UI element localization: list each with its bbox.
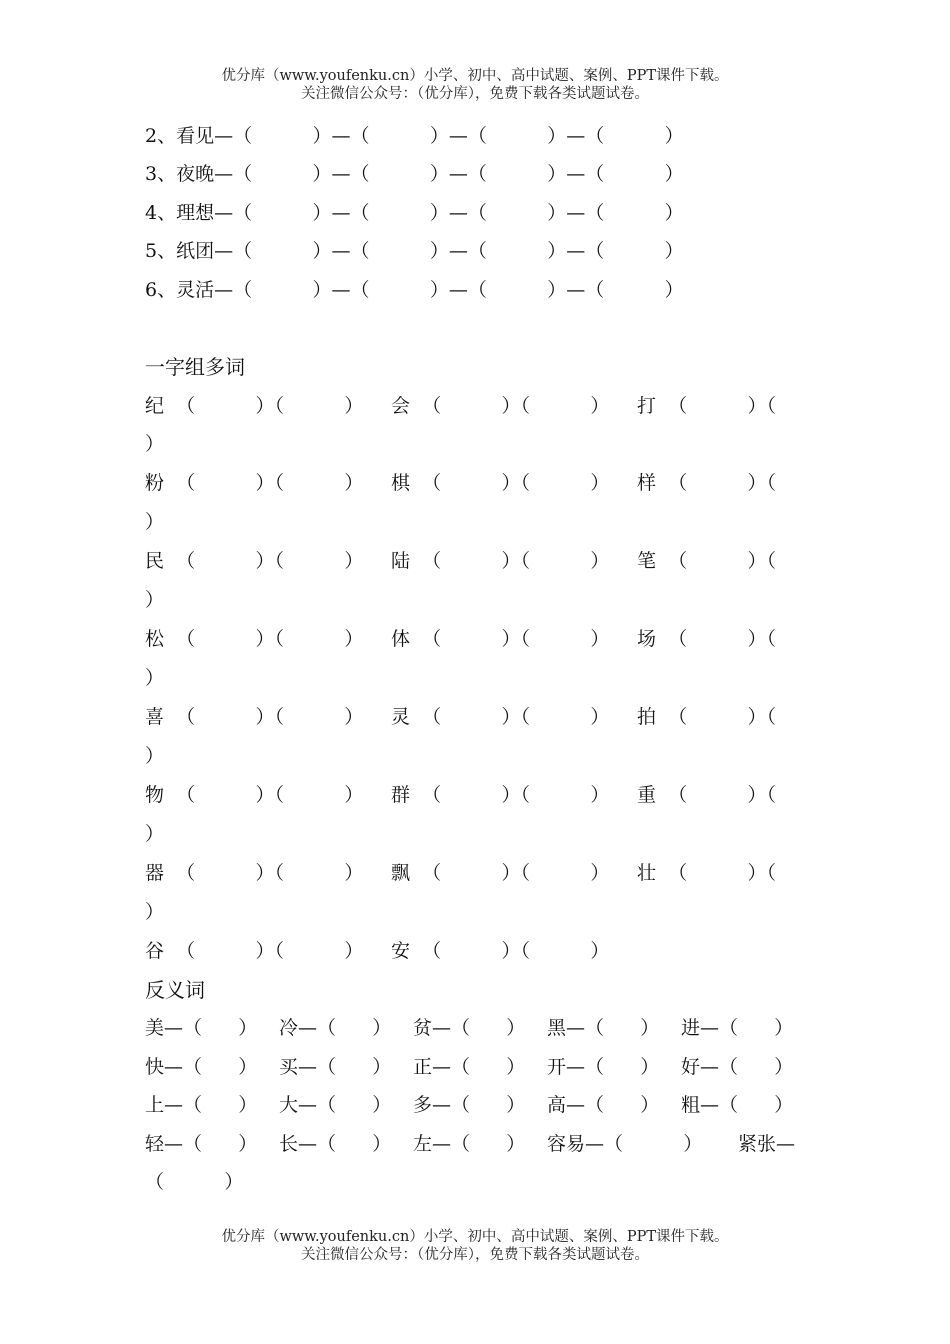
antonym-cell: 好—（ ） [681,1056,794,1078]
antonym-cell: 高—（ ） [547,1094,660,1116]
multi-word-cell: 谷 （ ）（ ） [145,940,364,962]
antonym-cell: 黑—（ ） [547,1017,660,1039]
multi-word-cell: 灵 （ ）（ ） [391,706,610,728]
multi-word-continuation: ） [145,433,165,455]
antonym-cell: 进—（ ） [681,1017,794,1039]
multi-word-cell: 喜 （ ）（ ） [145,706,364,728]
multi-word-continuation: ） [145,901,165,923]
multi-word-cell: 壮 （ ）（ [637,862,776,884]
footer-line-2: 关注微信公众号：（优分库），免费下载各类试题试卷。 [301,1247,649,1263]
multi-word-cell: 群 （ ）（ ） [391,784,610,806]
antonym-cell: 大—（ ） [279,1094,392,1116]
antonym-cell: 轻—（ ） [145,1133,258,1155]
multi-word-cell: 场 （ ）（ [637,628,776,650]
antonym-cell: 粗—（ ） [681,1094,794,1116]
antonym-cell: 美—（ ） [145,1017,258,1039]
antonym-cell: 容易—（ ） [547,1133,703,1155]
multi-word-continuation: ） [145,823,165,845]
multi-word-cell: 样 （ ）（ [637,472,776,494]
word-chain-row: 4、理想—（ ）—（ ）—（ ）—（ ） [145,202,684,224]
page-footer [0,1228,950,1264]
antonym-cell: 冷—（ ） [279,1017,392,1039]
antonym-cell: 上—（ ） [145,1094,258,1116]
multi-word-continuation: ） [145,589,165,611]
multi-word-cell: 体 （ ）（ ） [391,628,610,650]
multi-word-cell: 物 （ ）（ ） [145,784,364,806]
antonym-cell: 快—（ ） [145,1056,258,1078]
multi-word-cell: 棋 （ ）（ ） [391,472,610,494]
multi-word-title: 一字组多词 [145,355,245,379]
multi-word-cell: 打 （ ）（ [637,395,776,417]
antonym-cell: 长—（ ） [279,1133,392,1155]
multi-word-continuation: ） [145,667,165,689]
multi-word-cell: 拍 （ ）（ [637,706,776,728]
multi-word-continuation: ） [145,745,165,767]
antonym-cell: 贫—（ ） [413,1017,526,1039]
multi-word-continuation: ） [145,511,165,533]
multi-word-cell: 重 （ ）（ [637,784,776,806]
multi-word-cell: 民 （ ）（ ） [145,550,364,572]
multi-word-cell: 飘 （ ）（ ） [391,862,610,884]
multi-word-cell: 器 （ ）（ ） [145,862,364,884]
multi-word-cell: 笔 （ ）（ [637,550,776,572]
multi-word-cell: 会 （ ）（ ） [391,395,610,417]
antonym-cell: 紧张— [738,1133,796,1155]
header-line-2: 关注微信公众号：（优分库），免费下载各类试题试卷。 [301,86,649,102]
footer-line-1: 优分库（www.youfenku.cn）小学、初中、高中试题、案例、PPT课件下载。 [221,1229,729,1245]
antonym-cell: 买—（ ） [279,1056,392,1078]
multi-word-cell: 松 （ ）（ ） [145,628,364,650]
antonym-continuation: （ ） [145,1171,244,1193]
antonym-cell: 左—（ ） [413,1133,526,1155]
header-line-1: 优分库（www.youfenku.cn）小学、初中、高中试题、案例、PPT课件下载。 [221,68,729,84]
word-chain-row: 5、纸团—（ ）—（ ）—（ ）—（ ） [145,240,684,262]
antonym-title: 反义词 [145,978,205,1002]
multi-word-cell: 粉 （ ）（ ） [145,472,364,494]
word-chain-row: 2、看见—（ ）—（ ）—（ ）—（ ） [145,125,684,147]
multi-word-cell: 陆 （ ）（ ） [391,550,610,572]
antonym-cell: 多—（ ） [413,1094,526,1116]
multi-word-cell: 纪 （ ）（ ） [145,395,364,417]
antonym-cell: 正—（ ） [413,1056,526,1078]
antonym-cell: 开—（ ） [547,1056,660,1078]
word-chain-row: 6、灵活—（ ）—（ ）—（ ）—（ ） [145,279,684,301]
word-chain-row: 3、夜晚—（ ）—（ ）—（ ）—（ ） [145,163,684,185]
page-header [0,67,950,103]
multi-word-cell: 安 （ ）（ ） [391,940,610,962]
